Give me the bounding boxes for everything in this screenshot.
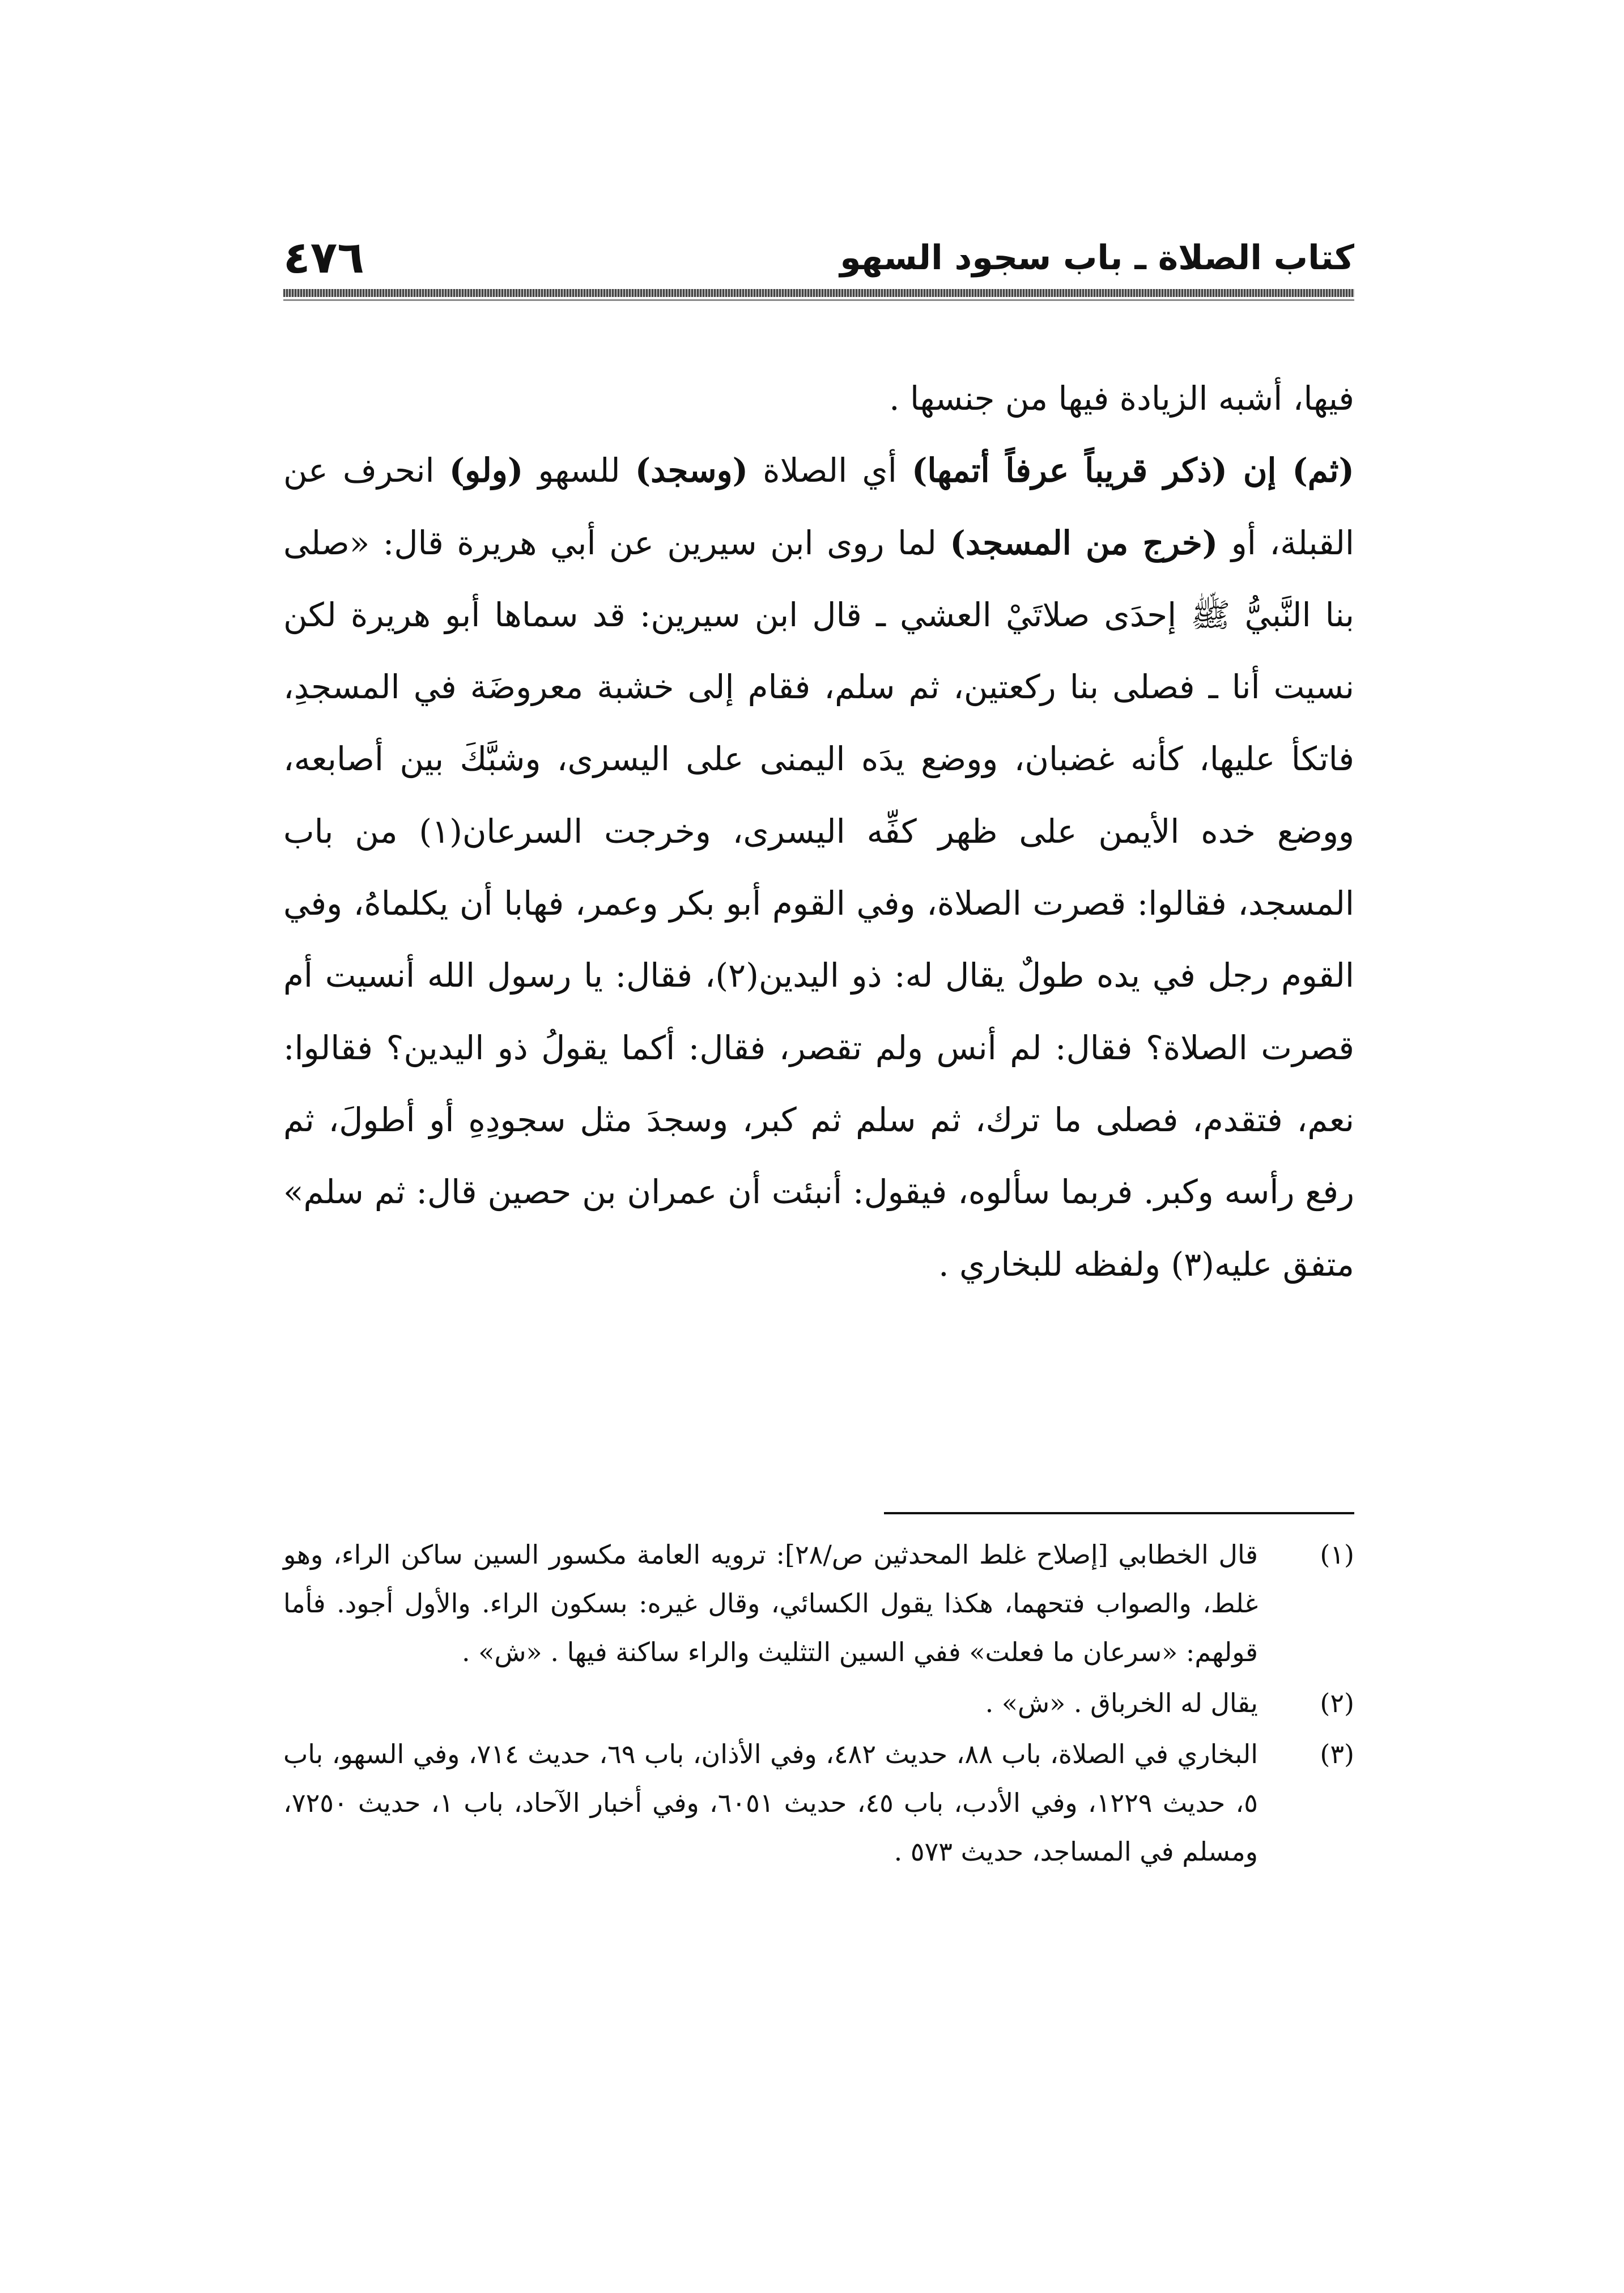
paragraph-1 bbox=[283, 363, 1354, 435]
page-number: ٤٧٦ bbox=[283, 232, 364, 283]
main-text bbox=[283, 363, 1354, 1301]
matn-segment-2: (وسجد) bbox=[635, 451, 749, 490]
footnotes bbox=[283, 1530, 1354, 1878]
footnote-1-number: (١) bbox=[1320, 1539, 1354, 1570]
matn-segment-4: (خرج من المسجد) bbox=[950, 523, 1218, 562]
footnote-separator bbox=[884, 1512, 1354, 1514]
sharh-segment-2: للسهو bbox=[523, 451, 635, 490]
sharh-segment-1: أي الصلاة bbox=[748, 451, 912, 490]
sharh-segment-4: لما روى ابن سيرين عن أبي هريرة قال: «صلى بنا النَّبيُّ ﷺ إحدَى صلاتَيْ العشي ـ قال ابن سيرين: قد سماها أبو هريرة لكن نسيت أنا ـ فصلى بنا ركعتين، ثم سلم، فقام إلى خشبة معروضَة في المسجدِ، فاتكأ عليها، كأنه غضبان، ووضع يدَه اليمنى على اليسرى، وشبَّكَ بين أصابعه، ووضع خده الأيمن على ظهر كفِّه اليسرى، وخرجت السرعان(١) من باب المسجد، فقالوا: قصرت الصلاة، وفي القوم أبو بكر وعمر، فهابا أن يكلماهُ، وفي القوم رجل في يده طولٌ يقال له: ذو اليدين(٢)، فقال: يا رسول الله أنسيت أم قصرت الصلاة؟ فقال: لم أنس ولم تقصر، فقال: أكما يقولُ ذو اليدين؟ فقالوا: نعم، فتقدم، فصلى ما ترك، ثم سلم ثم كبر، وسجدَ مثل سجودِهِ أو أطولَ، ثم رفع رأسه وكبر. فربما سألوه، فيقول: أنبئت أن عمران بن حصين قال: ثم سلم» متفق عليه(٣) ولفظه للبخاري . bbox=[283, 523, 1355, 1284]
matn-segment-3: (ولو) bbox=[449, 451, 524, 490]
header-rule-thin bbox=[283, 299, 1354, 301]
paragraph-2 bbox=[283, 435, 1354, 1301]
footnote-3-text: البخاري في الصلاة، باب ٨٨، حديث ٤٨٢، وفي الأذان، باب ٦٩، حديث ٧١٤، وفي السهو، باب ٥، حديث ١٢٢٩، وفي الأدب، باب ٤٥، حديث ٦٠٥١، وفي أخبار الآحاد، باب ١، حديث ٧٢٥٠، ومسلم في المساجد، حديث ٥٧٣ . bbox=[283, 1739, 1259, 1867]
footnote-3-number: (٣) bbox=[1320, 1739, 1354, 1769]
matn-segment-1: (ثم) إن (ذكر قريباً عرفاً أتمها) bbox=[911, 451, 1354, 490]
running-title: كتاب الصلاة ـ باب سجود السهو bbox=[840, 238, 1354, 278]
footnote-2-text: يقال له الخرباق . «ش» . bbox=[985, 1688, 1258, 1718]
footnote-3 bbox=[283, 1730, 1354, 1876]
paragraph-1-text: فيها، أشبه الزيادة فيها من جنسها . bbox=[889, 379, 1354, 418]
page-header bbox=[283, 227, 1354, 295]
footnote-1 bbox=[283, 1530, 1354, 1676]
footnote-1-text: قال الخطابي [إصلاح غلط المحدثين ص/٢٨]: ترويه العامة مكسور السين ساكن الراء، وهو غلط، والصواب فتحهما، هكذا يقول الكسائي، وقال غيره: بسكون الراء. والأول أجود. فأما قولهم: «سرعان ما فعلت» ففي السين التثليث والراء ساكنة فيها . «ش» . bbox=[283, 1539, 1258, 1667]
footnote-2-number: (٢) bbox=[1320, 1688, 1354, 1718]
footnote-2 bbox=[283, 1679, 1354, 1727]
sharh-segment-3: انحرف عن القبلة، أو bbox=[283, 451, 1354, 562]
header-rule bbox=[283, 289, 1354, 297]
